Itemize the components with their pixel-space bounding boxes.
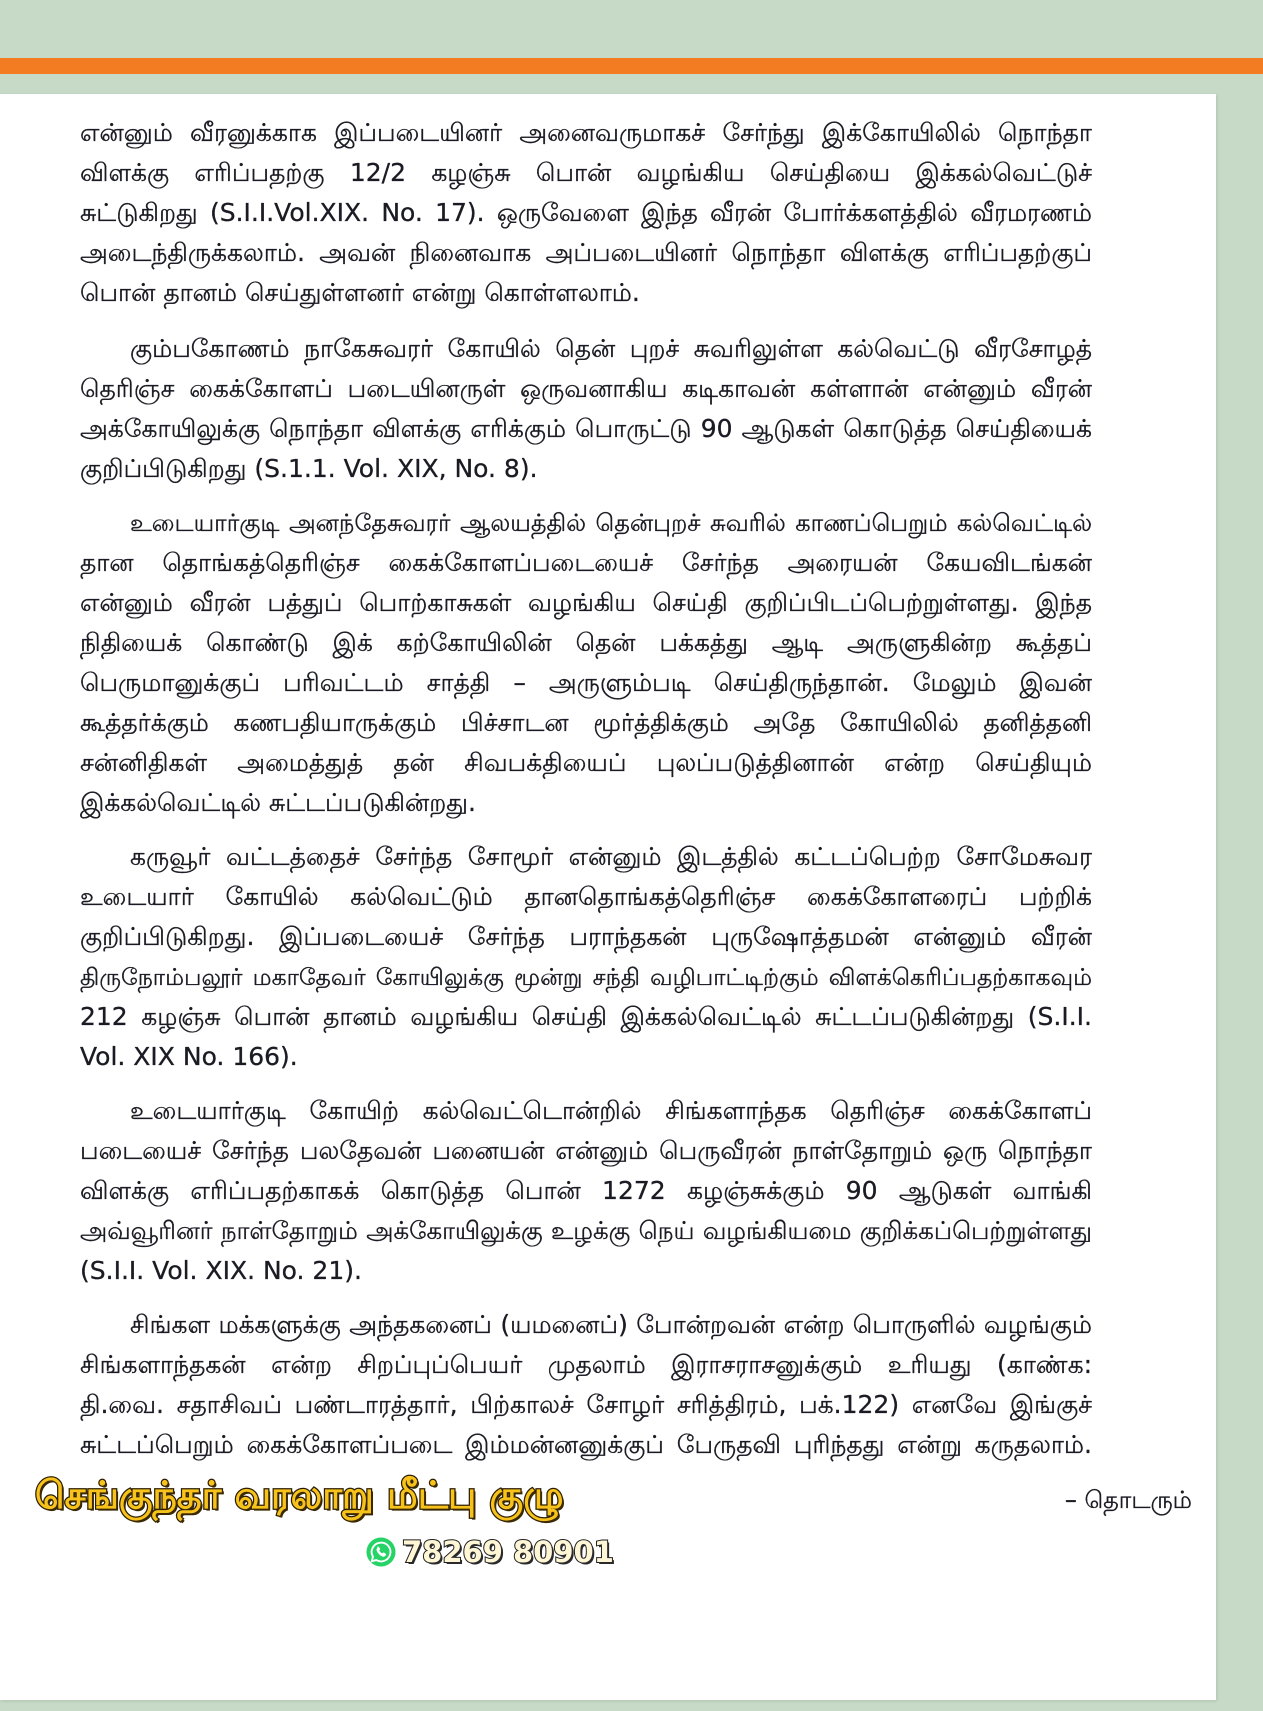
- text-line: 212 கழஞ்சு பொன் தானம் வழங்கிய செய்தி இக்கல்வெட்டில் சுட்டப்படுகின்றது (S.I.I.: [80, 1002, 1092, 1031]
- paragraph: [80, 503, 1092, 823]
- text-line: அடைந்திருக்கலாம். அவன் நினைவாக அப்படையினர் நொந்தா விளக்கு எரிப்பதற்குப்: [80, 238, 1092, 267]
- text-line: குறிப்பிடுகிறது. இப்படையைச் சேர்ந்த பராந்தகன் புருஷோத்தமன் என்னும் வீரன்: [80, 922, 1092, 951]
- text-line: சிங்கள மக்களுக்கு அந்தகனைப் (யமனைப்) போன்றவன் என்ற பொருளில் வழங்கும்: [130, 1310, 1092, 1339]
- paragraph: [80, 329, 1092, 489]
- paragraph: [80, 113, 1092, 313]
- text-line: என்னும் வீரனுக்காக இப்படையினர் அனைவருமாகச் சேர்ந்து இக்கோயிலில் நொந்தா: [80, 118, 1092, 147]
- top-band: [0, 0, 1263, 58]
- text-line: சுட்டப்பெறும் கைக்கோளப்படை இம்மன்னனுக்குப் பேருதவி புரிந்தது என்று கருதலாம்.: [80, 1430, 1092, 1459]
- text-line: சுட்டுகிறது (S.I.I.Vol.XIX. No. 17). ஒருவேளை இந்த வீரன் போர்க்களத்தில் வீரமரணம்: [80, 198, 1092, 227]
- text-line: பெருமானுக்குப் பரிவட்டம் சாத்தி – அருளும்படி செய்திருந்தான். மேலும் இவன்: [80, 668, 1092, 697]
- text-line: Vol. XIX No. 166).: [80, 1042, 298, 1071]
- text-line: தான தொங்கத்தெரிஞ்ச கைக்கோளப்படையைச் சேர்ந்த அரையன் கேயவிடங்கன்: [80, 548, 1092, 577]
- text-line: சிங்களாந்தகன் என்ற சிறப்புப்பெயர் முதலாம் இராசராசனுக்கும் உரியது (காண்க:: [80, 1350, 1092, 1379]
- text-line: உடையார்குடி அனந்தேசுவரர் ஆலயத்தில் தென்புறச் சுவரில் காணப்பெறும் கல்வெட்டில்: [130, 509, 1092, 537]
- text-line: இக்கல்வெட்டில் சுட்டப்படுகின்றது.: [80, 788, 476, 817]
- text-line: தெரிஞ்ச கைக்கோளப் படையினருள் ஒருவனாகிய கடிகாவன் கள்ளான் என்னும் வீரன்: [80, 374, 1092, 403]
- group-name-logo-text: செங்குந்தர் வரலாறு மீட்பு குழு: [35, 1473, 564, 1517]
- text-line: கருவூர் வட்டத்தைச் சேர்ந்த சோமூர் என்னும் இடத்தில் கட்டப்பெற்ற சோமேசுவர: [130, 842, 1092, 871]
- text-line: விளக்கு எரிப்பதற்கு 12/2 கழஞ்சு பொன் வழங்கிய செய்தியை இக்கல்வெட்டுச்: [80, 158, 1092, 187]
- text-line: உடையார்குடி கோயிற் கல்வெட்டொன்றில் சிங்களாந்தக தெரிஞ்ச கைக்கோளப்: [130, 1096, 1092, 1125]
- paragraph: [80, 1305, 1092, 1465]
- continued-label: – தொடரும்: [1064, 1486, 1192, 1514]
- paragraph: [80, 1091, 1092, 1291]
- text-line: என்னும் வீரன் பத்துப் பொற்காசுகள் வழங்கிய செய்தி குறிப்பிடப்பெற்றுள்ளது. இந்த: [80, 588, 1092, 617]
- text-line: திருநோம்பலூர் மகாதேவர் கோயிலுக்கு மூன்று சந்தி வழிபாட்டிற்கும் விளக்கெரிப்பதற்காகவும்: [80, 963, 1092, 991]
- phone-number: 78269 80901: [402, 1535, 614, 1569]
- paragraph: [80, 837, 1092, 1077]
- text-line: பொன் தானம் செய்துள்ளனர் என்று கொள்ளலாம்.: [80, 278, 640, 307]
- text-line: உடையார் கோயில் கல்வெட்டும் தானதொங்கத்தெரிஞ்ச கைக்கோளரைப் பற்றிக்: [80, 882, 1092, 911]
- text-line: விளக்கு எரிப்பதற்காகக் கொடுத்த பொன் 1272 கழஞ்சுக்கும் 90 ஆடுகள் வாங்கி: [80, 1176, 1092, 1205]
- article-body: [80, 113, 1092, 1479]
- text-line: குறிப்பிடுகிறது (S.1.1. Vol. XIX, No. 8).: [80, 454, 538, 483]
- text-line: தி.வை. சதாசிவப் பண்டாரத்தார், பிற்காலச் சோழர் சரித்திரம், பக்.122) எனவே இங்குச்: [80, 1390, 1092, 1419]
- text-line: அவ்வூரினர் நாள்தோறும் அக்கோயிலுக்கு உழக்கு நெய் வழங்கியமை குறிக்கப்பெற்றுள்ளது: [80, 1216, 1092, 1245]
- text-line: நிதியைக் கொண்டு இக் கற்கோயிலின் தென் பக்கத்து ஆடி அருளுகின்ற கூத்தப்: [80, 628, 1092, 657]
- text-line: கும்பகோணம் நாகேசுவரர் கோயில் தென் புறச் சுவரிலுள்ள கல்வெட்டு வீரசோழத்: [130, 334, 1092, 363]
- accent-stripe: [0, 58, 1263, 74]
- text-line: (S.I.I. Vol. XIX. No. 21).: [80, 1256, 362, 1285]
- text-line: கூத்தர்க்கும் கணபதியாருக்கும் பிச்சாடன மூர்த்திக்கும் அதே கோயிலில் தனித்தனி: [80, 708, 1092, 737]
- text-line: அக்கோயிலுக்கு நொந்தா விளக்கு எரிக்கும் பொருட்டு 90 ஆடுகள் கொடுத்த செய்தியைக்: [80, 414, 1092, 443]
- text-line: சன்னிதிகள் அமைத்துத் தன் சிவபக்தியைப் புலப்படுத்தினான் என்ற செய்தியும்: [80, 748, 1092, 777]
- whatsapp-icon: [366, 1537, 396, 1567]
- contact-row: [366, 1532, 614, 1572]
- text-line: படையைச் சேர்ந்த பலதேவன் பனையன் என்னும் பெருவீரன் நாள்தோறும் ஒரு நொந்தா: [80, 1136, 1092, 1165]
